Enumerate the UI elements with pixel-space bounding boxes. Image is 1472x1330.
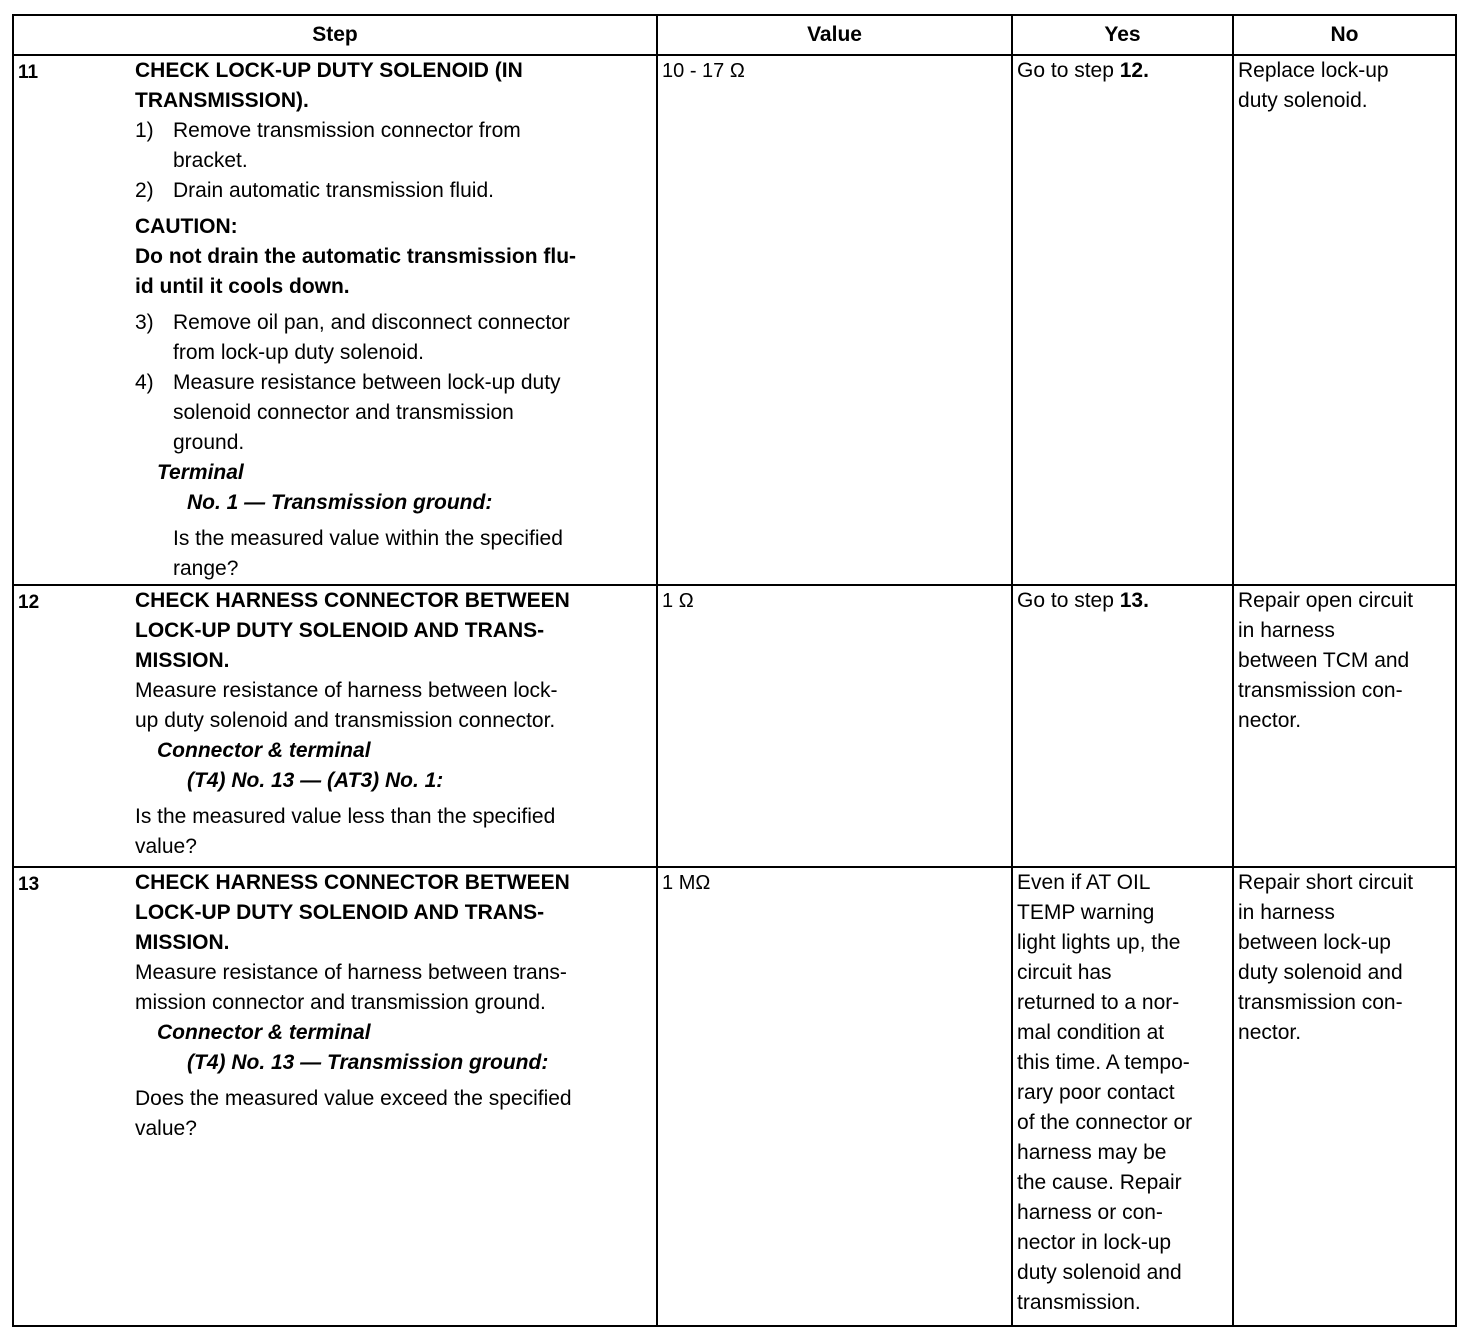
step-title: CHECK HARNESS CONNECTOR BETWEEN LOCK-UP DUTY SOLENOID AND TRANS- MISSION.	[135, 589, 570, 672]
no-cell: Repair open circuit in harness between TCM and transmission con- nector.	[1233, 585, 1456, 867]
header-yes: Yes	[1012, 15, 1233, 55]
list-item: 3) Remove oil pan, and disconnect connector from lock-up duty solenoid.	[135, 311, 570, 364]
diagnostic-table	[12, 14, 1457, 1327]
header-row	[13, 15, 1456, 55]
step-body: Measure resistance of harness between lock- up duty solenoid and transmission connector.	[135, 679, 558, 732]
step-number: 12	[13, 585, 135, 867]
table-row	[13, 867, 1456, 1326]
value-cell: 10 - 17 Ω	[657, 55, 1012, 585]
yes-cell: Even if AT OIL TEMP warning light lights up, the circuit has returned to a nor- mal condition at this time. A tempo- rary poor contact of the connector or harness may be the cause. Repair harness or con- nector in lock-up duty solenoid and transmission.	[1012, 867, 1233, 1326]
caution-label: CAUTION:	[135, 215, 238, 238]
header-no: No	[1233, 15, 1456, 55]
value-cell: 1 MΩ	[657, 867, 1012, 1326]
step-body: Measure resistance of harness between trans- mission connector and transmission ground.	[135, 961, 567, 1014]
no-cell: Replace lock-up duty solenoid.	[1233, 55, 1456, 585]
yes-cell: Go to step 12.	[1012, 55, 1233, 585]
spec-label: Connector & terminal	[157, 1021, 371, 1044]
table-row	[13, 585, 1456, 867]
spec-value: No. 1 — Transmission ground:	[187, 491, 493, 514]
step-content	[135, 867, 657, 1326]
list-item: 4) Measure resistance between lock-up duty solenoid connector and transmission ground.	[135, 371, 561, 454]
spec-value: (T4) No. 13 — Transmission ground:	[187, 1051, 549, 1074]
step-title: CHECK HARNESS CONNECTOR BETWEEN LOCK-UP DUTY SOLENOID AND TRANS- MISSION.	[135, 871, 570, 954]
step-number: 13	[13, 867, 135, 1326]
step-number: 11	[13, 55, 135, 585]
question: Is the measured value within the specified range?	[173, 527, 563, 580]
header-step: Step	[13, 15, 657, 55]
list-item: 2) Drain automatic transmission fluid.	[135, 179, 494, 202]
step-content	[135, 585, 657, 867]
question: Does the measured value exceed the specified value?	[135, 1087, 572, 1140]
value-cell: 1 Ω	[657, 585, 1012, 867]
step-title: CHECK LOCK-UP DUTY SOLENOID (IN TRANSMISSION).	[135, 59, 523, 112]
no-cell: Repair short circuit in harness between lock-up duty solenoid and transmission con- nector.	[1233, 867, 1456, 1326]
caution-text: Do not drain the automatic transmission flu- id until it cools down.	[135, 245, 577, 298]
header-value: Value	[657, 15, 1012, 55]
table-row	[13, 55, 1456, 585]
yes-cell: Go to step 13.	[1012, 585, 1233, 867]
step-content	[135, 55, 657, 585]
spec-label: Connector & terminal	[157, 739, 371, 762]
question: Is the measured value less than the specified value?	[135, 805, 556, 858]
spec-value: (T4) No. 13 — (AT3) No. 1:	[187, 769, 444, 792]
list-item: 1) Remove transmission connector from bracket.	[135, 119, 521, 172]
spec-label: Terminal	[157, 461, 244, 484]
